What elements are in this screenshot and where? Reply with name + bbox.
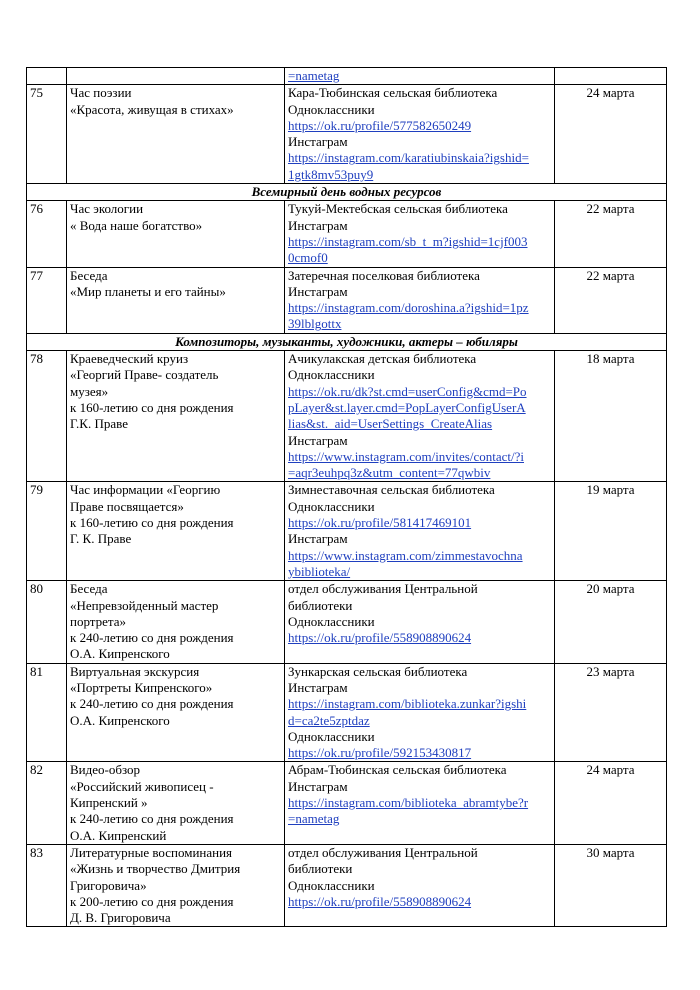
venue-line: Инстаграм — [288, 679, 348, 695]
event-line: Кипренский » — [70, 795, 148, 811]
event-cell — [67, 581, 285, 663]
event-line: Г.К. Праве — [70, 416, 128, 432]
table-row — [27, 267, 667, 333]
venue-cell — [285, 581, 555, 663]
event-date: 24 марта — [555, 85, 667, 184]
event-cell — [67, 844, 285, 926]
event-cell — [67, 663, 285, 762]
venue-link[interactable]: https://instagram.com/karatiubinskaia?igshid= — [288, 150, 529, 166]
venue-link[interactable]: lias&st._aid=UserSettings_CreateAlias — [288, 416, 493, 432]
venue-line: Абрам-Тюбинская сельская библиотека — [288, 762, 507, 778]
venue-link[interactable]: 0cmof0 — [288, 250, 328, 266]
venue-link[interactable]: https://instagram.com/biblioteka_abramtybe?r — [288, 795, 529, 811]
venue-line: Инстаграм — [288, 283, 348, 299]
event-line: Видео-обзор — [70, 762, 141, 778]
venue-line: Одноклассники — [288, 367, 375, 383]
table-row — [27, 68, 667, 85]
venue-cell — [285, 351, 555, 482]
venue-link[interactable]: pLayer&st.layer.cmd=PopLayerConfigUserA — [288, 399, 526, 415]
venue-line: Кара-Тюбинская сельская библиотека — [288, 85, 498, 101]
venue-link[interactable]: =nametag — [288, 68, 340, 83]
row-number: 83 — [27, 844, 67, 926]
table-row — [27, 844, 667, 926]
venue-line: Инстаграм — [288, 531, 348, 547]
row-number: 79 — [27, 482, 67, 581]
row-number — [27, 68, 67, 85]
event-line: «Непревзойденный мастер — [70, 597, 219, 613]
event-line: Праве посвящается» — [70, 498, 184, 514]
event-date: 30 марта — [555, 844, 667, 926]
venue-link[interactable]: 1gtk8mv53puy9 — [288, 166, 374, 182]
row-number: 76 — [27, 201, 67, 267]
event-line: «Георгий Праве- создатель — [70, 367, 219, 383]
section-row — [27, 184, 667, 201]
event-line: портрета» — [70, 613, 127, 629]
venue-cell — [285, 68, 555, 85]
row-number: 81 — [27, 663, 67, 762]
event-line: Г. К. Праве — [70, 531, 132, 547]
venue-cell — [285, 201, 555, 267]
event-line: к 240-летию со дня рождения — [70, 630, 234, 646]
event-date: 23 марта — [555, 663, 667, 762]
venue-line: Одноклассники — [288, 877, 375, 893]
venue-link[interactable]: https://instagram.com/sb_t_m?igshid=1cjf003 — [288, 233, 528, 249]
event-date: 19 марта — [555, 482, 667, 581]
event-line: Час информации «Георгию — [70, 482, 221, 498]
section-row — [27, 333, 667, 350]
venue-line: Зимнеставочная сельская библиотека — [288, 482, 495, 498]
event-line: Григоровича» — [70, 877, 147, 893]
venue-cell — [285, 663, 555, 762]
event-line: Час поэзии — [70, 85, 132, 101]
table-row — [27, 85, 667, 184]
event-line: «Российский живописец - — [70, 778, 214, 794]
venue-line: библиотеки — [288, 861, 353, 877]
venue-line: Инстаграм — [288, 432, 348, 448]
row-number: 75 — [27, 85, 67, 184]
venue-cell — [285, 844, 555, 926]
venue-line: Зункарская сельская библиотека — [288, 663, 468, 679]
section-title: Всемирный день водных ресурсов — [27, 184, 667, 201]
event-date: 22 марта — [555, 267, 667, 333]
venue-line: отдел обслуживания Центральной — [288, 844, 478, 860]
event-cell — [67, 482, 285, 581]
venue-cell — [285, 762, 555, 844]
venue-line: Затеречная поселковая библиотека — [288, 267, 480, 283]
event-line: Краеведческий круиз — [70, 351, 189, 367]
venue-line: Инстаграм — [288, 217, 348, 233]
event-line: Виртуальная экскурсия — [70, 663, 200, 679]
venue-line: Ачикулакская детская библиотека — [288, 351, 477, 367]
venue-cell — [285, 482, 555, 581]
venue-link[interactable]: https://www.instagram.com/zimmestavochna — [288, 547, 523, 563]
venue-cell — [285, 85, 555, 184]
venue-line: Одноклассники — [288, 101, 375, 117]
table-row — [27, 482, 667, 581]
event-line: к 200-летию со дня рождения — [70, 893, 234, 909]
row-number: 77 — [27, 267, 67, 333]
event-line: Д. В. Григоровича — [70, 910, 171, 926]
venue-line: Тукуй-Мектебская сельская библиотека — [288, 201, 508, 217]
venue-line: библиотеки — [288, 597, 353, 613]
event-line: «Мир планеты и его тайны» — [70, 283, 226, 299]
event-line: Литературные воспоминания — [70, 844, 233, 860]
event-line: «Красота, живущая в стихах» — [70, 101, 234, 117]
event-cell — [67, 762, 285, 844]
venue-link[interactable]: https://ok.ru/dk?st.cmd=userConfig&cmd=Po — [288, 383, 527, 399]
venue-link[interactable]: https://ok.ru/profile/577582650249 — [288, 117, 472, 133]
event-cell — [67, 351, 285, 482]
event-line: Час экологии — [70, 201, 144, 217]
event-line: музея» — [70, 383, 109, 399]
venue-cell — [285, 267, 555, 333]
venue-link[interactable]: https://ok.ru/profile/581417469101 — [288, 515, 472, 531]
event-line: к 160-летию со дня рождения — [70, 515, 234, 531]
venue-link[interactable]: d=ca2te5zptdaz — [288, 712, 370, 728]
event-date: 20 марта — [555, 581, 667, 663]
row-number: 82 — [27, 762, 67, 844]
venue-link[interactable]: 39lblgottx — [288, 316, 342, 332]
table-row — [27, 201, 667, 267]
venue-link[interactable]: https://www.instagram.com/invites/contact/?i — [288, 448, 524, 464]
events-table-body — [27, 68, 667, 927]
event-line: Беседа — [70, 581, 108, 597]
event-date: 22 марта — [555, 201, 667, 267]
event-cell — [67, 85, 285, 184]
venue-link[interactable]: https://ok.ru/profile/558908890624 — [288, 630, 472, 646]
venue-line: Одноклассники — [288, 613, 375, 629]
venue-line: Инстаграм — [288, 778, 348, 794]
event-line: Беседа — [70, 267, 108, 283]
venue-link[interactable]: ybiblioteka/ — [288, 563, 351, 579]
event-cell — [67, 68, 285, 85]
events-table — [26, 67, 667, 927]
event-line: «Портреты Кипренского» — [70, 679, 213, 695]
section-title: Композиторы, музыканты, художники, актеры – юбиляры — [27, 333, 667, 350]
event-cell — [67, 201, 285, 267]
table-row — [27, 663, 667, 762]
venue-line: Инстаграм — [288, 134, 348, 150]
table-row — [27, 762, 667, 844]
event-line: О.А. Кипренского — [70, 646, 170, 662]
table-row — [27, 581, 667, 663]
event-line: к 240-летию со дня рождения — [70, 811, 234, 827]
event-date: 24 марта — [555, 762, 667, 844]
table-row — [27, 351, 667, 482]
venue-link[interactable]: https://ok.ru/profile/558908890624 — [288, 893, 472, 909]
event-line: к 240-летию со дня рождения — [70, 696, 234, 712]
venue-link[interactable]: =aqr3euhpq3z&utm_content=77qwbiv — [288, 465, 491, 481]
event-line: «Жизнь и творчество Дмитрия — [70, 861, 241, 877]
venue-link[interactable]: https://instagram.com/doroshina.a?igshid=1pz — [288, 300, 529, 316]
event-date — [555, 68, 667, 85]
event-cell — [67, 267, 285, 333]
venue-link[interactable]: https://ok.ru/profile/592153430817 — [288, 745, 472, 761]
row-number: 80 — [27, 581, 67, 663]
venue-line: отдел обслуживания Центральной — [288, 581, 478, 597]
row-number: 78 — [27, 351, 67, 482]
event-line: « Вода наше богатство» — [70, 217, 203, 233]
event-line: к 160-летию со дня рождения — [70, 399, 234, 415]
venue-line: Одноклассники — [288, 728, 375, 744]
venue-link[interactable]: https://instagram.com/biblioteka.zunkar?igshi — [288, 696, 527, 712]
venue-line: Одноклассники — [288, 498, 375, 514]
event-line: О.А. Кипренский — [70, 827, 167, 843]
venue-link[interactable]: =nametag — [288, 811, 340, 827]
event-date: 18 марта — [555, 351, 667, 482]
event-line: О.А. Кипренского — [70, 712, 170, 728]
